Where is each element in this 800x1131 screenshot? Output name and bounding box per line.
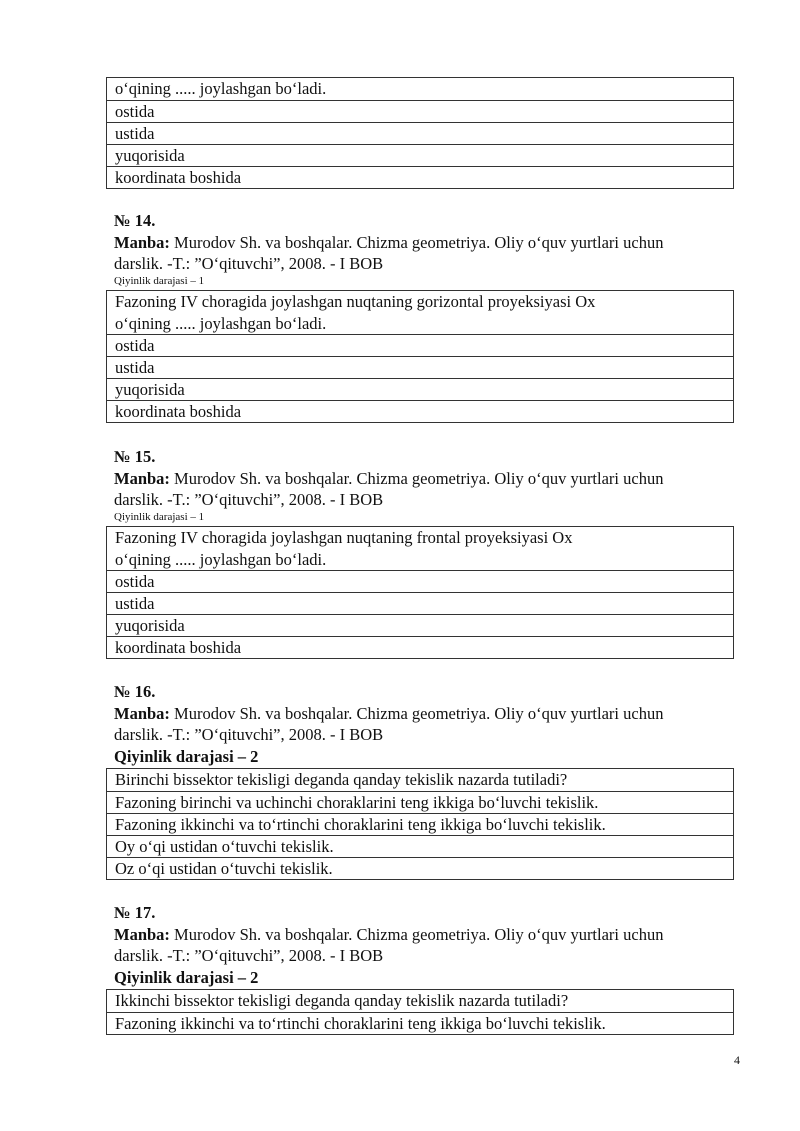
question-number: № 17.: [114, 903, 156, 922]
answer-option: yuqorisida: [107, 144, 734, 166]
question-text: [107, 291, 734, 335]
source-line: [114, 703, 754, 725]
difficulty-level: Qiyinlik darajasi – 1: [114, 510, 205, 523]
source-line-2: darslik. -T.: ”O‘qituvchi”, 2008. - I BOB: [114, 725, 384, 744]
source-label: Manba:: [114, 468, 170, 488]
answer-option: Fazoning ikkinchi va to‘rtinchi choraklarini teng ikkiga bo‘luvchi tekislik.: [107, 813, 734, 835]
q13-answer-table: [106, 77, 734, 189]
source-line-2: darslik. -T.: ”O‘qituvchi”, 2008. - I BOB: [114, 946, 384, 965]
answer-option: yuqorisida: [107, 379, 734, 401]
answer-option: koordinata boshida: [107, 166, 734, 188]
difficulty-level: Qiyinlik darajasi – 2: [114, 746, 259, 766]
difficulty-level: Qiyinlik darajasi – 1: [114, 274, 205, 287]
answer-option: Oz o‘qi ustidan o‘tuvchi tekislik.: [107, 857, 734, 879]
question-line: o‘qining ..... joylashgan bo‘ladi.: [115, 549, 327, 569]
source-line-2: darslik. -T.: ”O‘qituvchi”, 2008. - I BOB: [114, 254, 384, 273]
q14-answer-table: [106, 290, 734, 423]
answer-option: ostida: [107, 571, 734, 593]
question-number: № 16.: [114, 682, 156, 701]
source-label: Manba:: [114, 703, 170, 723]
question-text: Ikkinchi bissektor tekisligi deganda qanday tekislik nazarda tutiladi?: [107, 990, 734, 1013]
question-line: o‘qining ..... joylashgan bo‘ladi.: [115, 313, 327, 333]
question-text: Birinchi bissektor tekisligi deganda qanday tekislik nazarda tutiladi?: [107, 769, 734, 792]
question-17-header: [114, 902, 754, 988]
question-number: № 14.: [114, 211, 156, 230]
question-text: o‘qining ..... joylashgan bo‘ladi.: [107, 78, 734, 101]
q17-answer-table: [106, 989, 734, 1035]
answer-option: koordinata boshida: [107, 401, 734, 423]
question-line: Fazoning IV choragida joylashgan nuqtaning frontal proyeksiyasi Ox: [115, 528, 573, 547]
source-line: [114, 924, 754, 946]
question-line: Fazoning IV choragida joylashgan nuqtaning gorizontal proyeksiyasi Ox: [115, 292, 596, 311]
source-text: Murodov Sh. va boshqalar. Chizma geometriya. Oliy o‘quv yurtlari uchun: [174, 232, 664, 252]
answer-option: ostida: [107, 100, 734, 122]
answer-option: ustida: [107, 357, 734, 379]
page-number: 4: [734, 1053, 740, 1067]
answer-option: yuqorisida: [107, 615, 734, 637]
answer-option: Fazoning ikkinchi va to‘rtinchi choraklarini teng ikkiga bo‘luvchi tekislik.: [107, 1012, 734, 1034]
source-line: [114, 232, 754, 254]
answer-option: Fazoning birinchi va uchinchi choraklarini teng ikkiga bo‘luvchi tekislik.: [107, 791, 734, 813]
q15-answer-table: [106, 526, 734, 659]
answer-option: Oy o‘qi ustidan o‘tuvchi tekislik.: [107, 835, 734, 857]
difficulty-level: Qiyinlik darajasi – 2: [114, 967, 259, 987]
q16-answer-table: [106, 768, 734, 880]
question-16-header: [114, 681, 754, 767]
source-line-2: darslik. -T.: ”O‘qituvchi”, 2008. - I BOB: [114, 490, 384, 509]
source-label: Manba:: [114, 924, 170, 944]
answer-option: ustida: [107, 122, 734, 144]
source-text: Murodov Sh. va boshqalar. Chizma geometriya. Oliy o‘quv yurtlari uchun: [174, 924, 664, 944]
source-text: Murodov Sh. va boshqalar. Chizma geometriya. Oliy o‘quv yurtlari uchun: [174, 703, 664, 723]
source-line: [114, 468, 754, 490]
question-text: [107, 527, 734, 571]
answer-option: ustida: [107, 593, 734, 615]
source-label: Manba:: [114, 232, 170, 252]
question-14-header: [114, 210, 754, 287]
answer-option: ostida: [107, 335, 734, 357]
answer-option: koordinata boshida: [107, 637, 734, 659]
question-15-header: [114, 446, 754, 523]
question-number: № 15.: [114, 447, 156, 466]
source-text: Murodov Sh. va boshqalar. Chizma geometriya. Oliy o‘quv yurtlari uchun: [174, 468, 664, 488]
